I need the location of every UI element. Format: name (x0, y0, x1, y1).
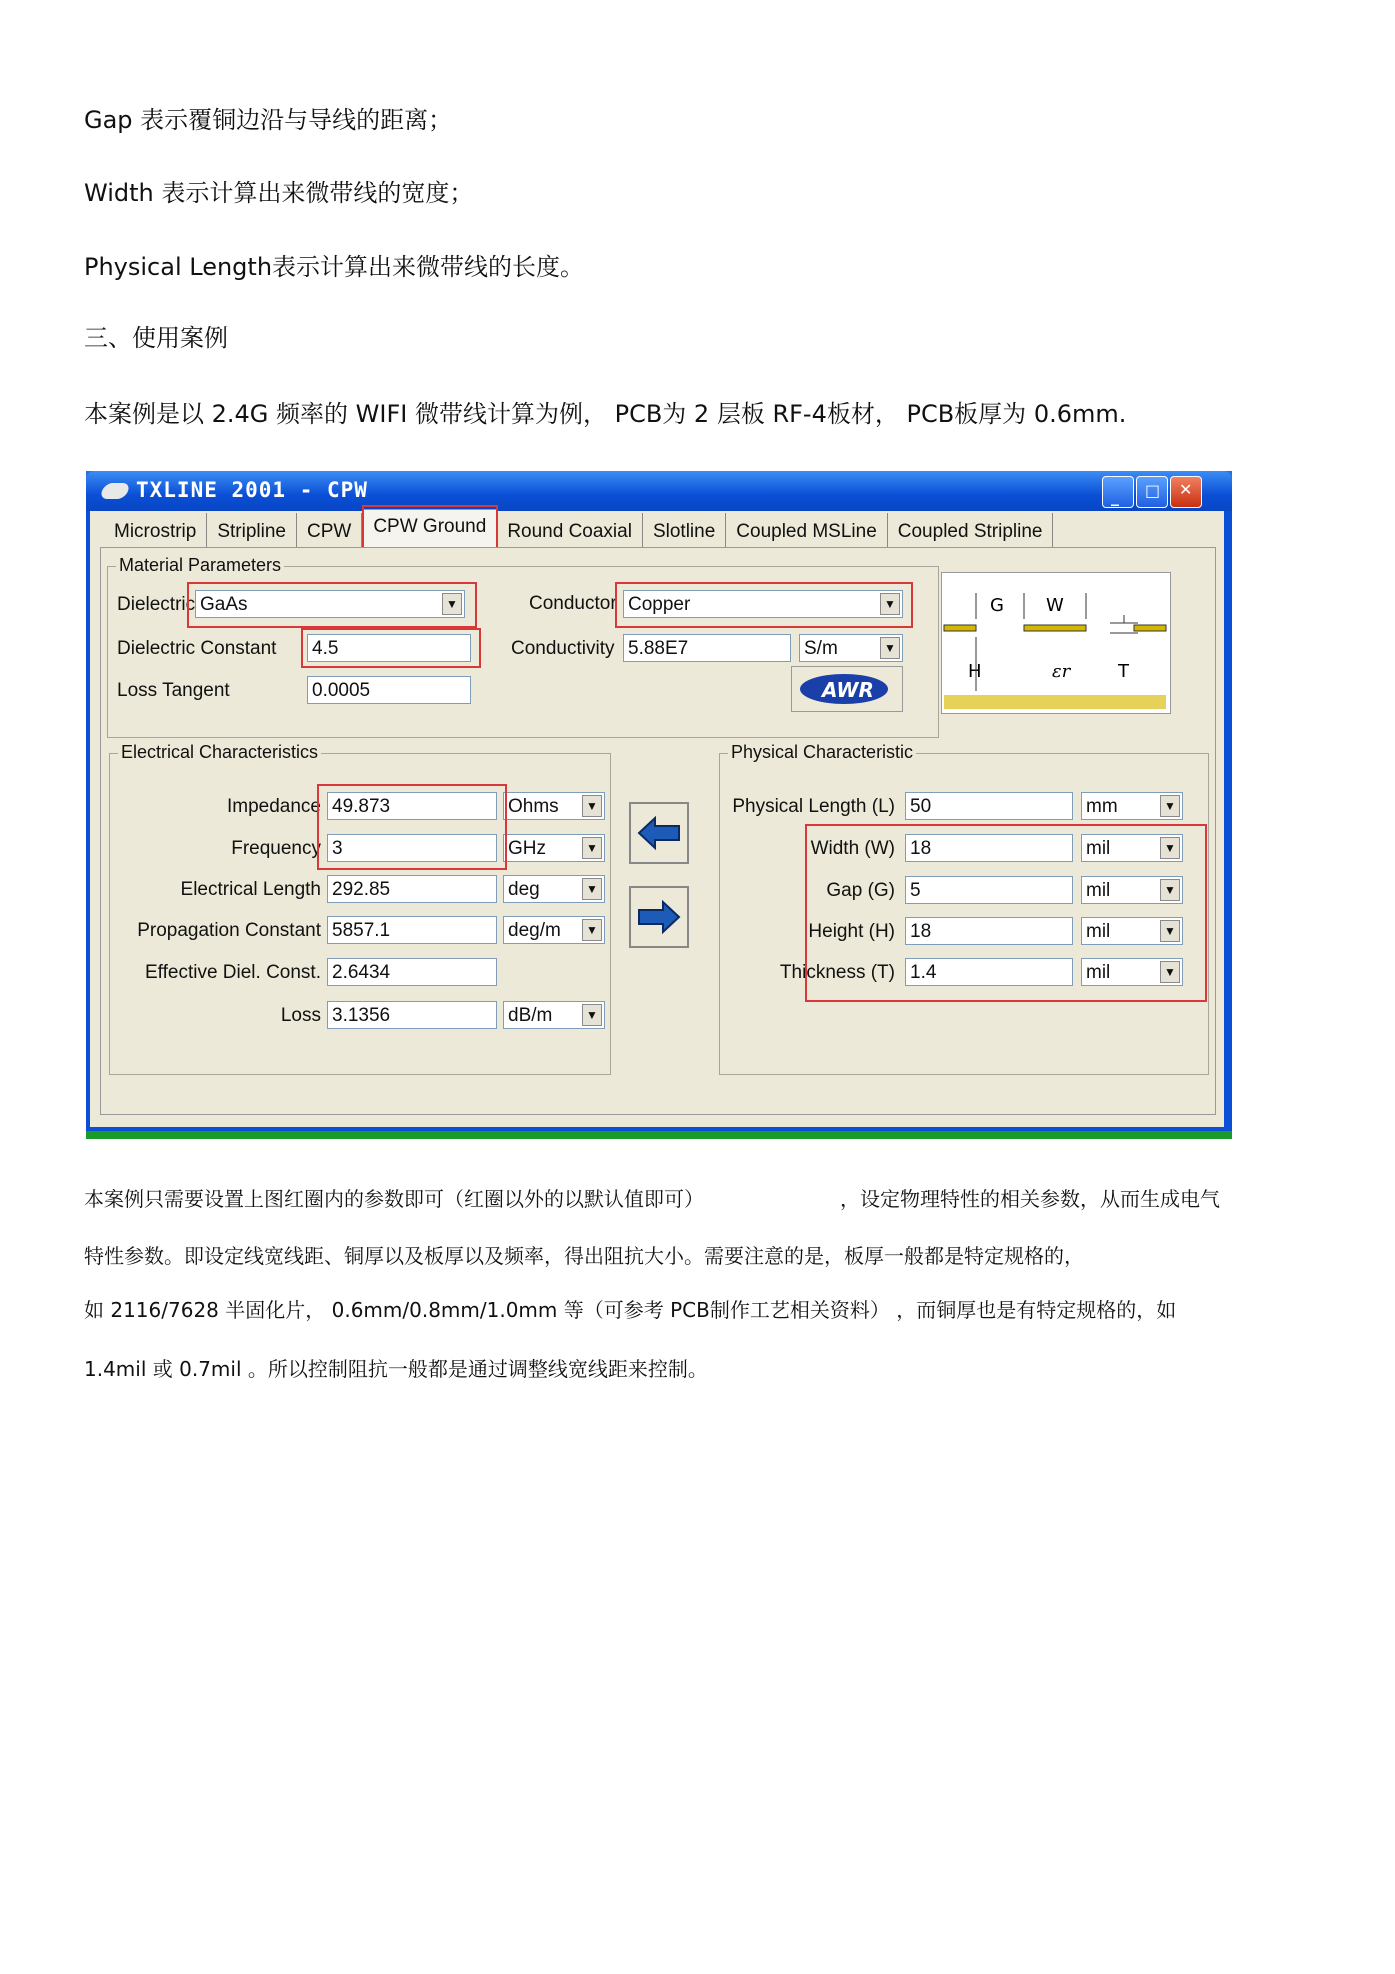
height-unit: mil (1086, 921, 1111, 942)
width-unit: mil (1086, 838, 1111, 859)
diagram-w: W (1046, 595, 1064, 616)
width-label: Width (W) (810, 838, 895, 859)
highlight-physical-params (805, 824, 1207, 1002)
gap-unit: mil (1086, 880, 1111, 901)
diagram-t: T (1118, 661, 1129, 682)
awr-logo[interactable] (791, 666, 903, 712)
tab-microstrip[interactable]: Microstrip (104, 513, 207, 547)
physical-length-label: Physical Length (L) (732, 796, 895, 817)
loss-tangent-input[interactable]: 0.0005 (307, 676, 471, 704)
awr-logo-text: AWR (822, 678, 874, 702)
cpw-ground-diagram (941, 572, 1171, 714)
diagram-er: εr (1052, 661, 1071, 682)
diagram-g: G (990, 595, 1004, 616)
conductivity-unit-select[interactable] (799, 634, 903, 662)
paragraph-width: Width 表示计算出来微带线的宽度； (84, 179, 474, 207)
tab-stripline[interactable]: Stripline (207, 513, 297, 547)
gap-label: Gap (G) (826, 880, 895, 901)
note-line-1a: 本案例只需要设置上图红圈内的参数即可（红圈以外的以默认值即可） (84, 1187, 704, 1211)
title-bar (86, 471, 1232, 511)
propagation-constant-label: Propagation Constant (137, 920, 321, 941)
loss-label: Loss (280, 1005, 321, 1026)
txline-window (86, 471, 1232, 1131)
impedance-label: Impedance (226, 796, 321, 817)
material-group-title: Material Parameters (116, 555, 284, 576)
propagation-constant-input[interactable]: 5857.1 (327, 916, 497, 944)
chevron-down-icon[interactable]: ▼ (1160, 795, 1180, 817)
chevron-down-icon[interactable]: ▼ (582, 795, 602, 817)
highlight-tab (362, 505, 498, 553)
electrical-length-input[interactable]: 292.85 (327, 875, 497, 903)
loss-unit: dB/m (508, 1005, 553, 1026)
client-area (90, 511, 1224, 1127)
impedance-unit-select[interactable] (503, 792, 605, 820)
tab-panel (100, 547, 1216, 1115)
height-label: Height (H) (808, 921, 895, 942)
arrow-left-icon (631, 804, 687, 862)
chevron-down-icon[interactable]: ▼ (1160, 837, 1180, 859)
physical-length-unit: mm (1086, 796, 1118, 817)
chevron-down-icon[interactable]: ▼ (1160, 920, 1180, 942)
conductor-label: Conductor (529, 593, 617, 614)
height-input[interactable]: 18 (905, 917, 1073, 945)
minimize-button[interactable]: _ (1102, 476, 1134, 508)
frequency-unit: GHz (508, 838, 546, 859)
frequency-unit-select[interactable] (503, 834, 605, 862)
tab-cpw-ground[interactable]: CPW Ground (362, 509, 497, 550)
effective-diel-const-input[interactable]: 2.6434 (327, 958, 497, 986)
highlight-dielectric (187, 582, 477, 628)
highlight-impedance-frequency (317, 784, 507, 870)
impedance-unit: Ohms (508, 796, 559, 817)
tab-round-coaxial[interactable]: Round Coaxial (497, 513, 643, 547)
physical-group-title: Physical Characteristic (728, 742, 916, 763)
loss-input[interactable]: 3.1356 (327, 1001, 497, 1029)
txline-screenshot (86, 471, 1232, 1139)
note-line-1b: ，设定物理特性的相关参数，从而生成电气 (840, 1187, 1220, 1211)
paragraph-gap: Gap 表示覆铜边沿与导线的距离； (84, 106, 453, 134)
tab-cpw[interactable]: CPW (297, 513, 362, 547)
chevron-down-icon[interactable]: ▼ (442, 593, 462, 615)
thickness-unit: mil (1086, 962, 1111, 983)
chevron-down-icon[interactable]: ▼ (1160, 961, 1180, 983)
propagation-constant-unit-select[interactable] (503, 916, 605, 944)
chevron-down-icon[interactable]: ▼ (582, 919, 602, 941)
close-button[interactable]: ✕ (1170, 476, 1202, 508)
tab-coupled-stripline[interactable]: Coupled Stripline (888, 513, 1054, 547)
diagram-h: H (968, 661, 982, 682)
width-input[interactable]: 18 (905, 834, 1073, 862)
loss-unit-select[interactable] (503, 1001, 605, 1029)
propagation-constant-unit: deg/m (508, 920, 561, 941)
synthesize-left-button[interactable] (629, 802, 689, 864)
impedance-input[interactable]: 49.873 (327, 792, 497, 820)
dielectric-label: Dielectric (117, 594, 196, 615)
dielectric-constant-input[interactable]: 4.5 (307, 634, 471, 662)
electrical-length-unit-select[interactable] (503, 875, 605, 903)
tab-strip (104, 513, 1053, 547)
chevron-down-icon[interactable]: ▼ (880, 637, 900, 659)
conductivity-input[interactable]: 5.88E7 (623, 634, 791, 662)
physical-length-unit-select[interactable] (1081, 792, 1183, 820)
chevron-down-icon[interactable]: ▼ (1160, 879, 1180, 901)
physical-length-input[interactable]: 50 (905, 792, 1073, 820)
chevron-down-icon[interactable]: ▼ (582, 878, 602, 900)
note-line-2: 特性参数。即设定线宽线距、铜厚以及板厚以及频率，得出阻抗大小。需要注意的是，板厚一般都是特定规格的， (84, 1244, 1084, 1268)
analyze-right-button[interactable] (629, 886, 689, 948)
paragraph-physical-length: Physical Length表示计算出来微带线的长度。 (84, 253, 585, 281)
paragraph-case: 本案例是以 2.4G 频率的 WIFI 微带线计算为例， PCB为 2 层板 RF-4板材， PCB板厚为 0.6mm. (84, 400, 1127, 428)
frequency-input[interactable]: 3 (327, 834, 497, 862)
thickness-input[interactable]: 1.4 (905, 958, 1073, 986)
highlight-dielectric-constant (301, 628, 481, 668)
arrow-right-icon (631, 888, 687, 946)
electrical-length-label: Electrical Length (180, 879, 321, 900)
highlight-conductor (615, 582, 913, 628)
electrical-group-title: Electrical Characteristics (118, 742, 321, 763)
chevron-down-icon[interactable]: ▼ (582, 837, 602, 859)
tab-coupled-msline[interactable]: Coupled MSLine (726, 513, 887, 547)
window-title: TXLINE 2001 - CPW (136, 478, 368, 502)
electrical-length-unit: deg (508, 879, 540, 900)
cross-section-diagram (942, 573, 1170, 713)
conductivity-label: Conductivity (511, 638, 615, 659)
conductivity-unit: S/m (804, 638, 838, 659)
awr-logo-icon (792, 667, 902, 711)
maximize-button[interactable]: □ (1136, 476, 1168, 508)
note-line-4: 1.4mil 或 0.7mil 。所以控制阻抗一般都是通过调整线宽线距来控制。 (84, 1357, 708, 1381)
chevron-down-icon[interactable]: ▼ (582, 1004, 602, 1026)
dielectric-value: GaAs (200, 594, 248, 615)
tab-slotline[interactable]: Slotline (643, 513, 726, 547)
effective-diel-const-label: Effective Diel. Const. (144, 962, 321, 983)
chevron-down-icon[interactable]: ▼ (880, 593, 900, 615)
dielectric-constant-label: Dielectric Constant (117, 638, 277, 659)
section-heading: 三、使用案例 (84, 324, 228, 352)
thickness-label: Thickness (T) (779, 962, 895, 983)
note-line-3: 如 2116/7628 半固化片， 0.6mm/0.8mm/1.0mm 等（可参考 PCB制作工艺相关资料） ，而铜厚也是有特定规格的，如 (84, 1298, 1177, 1322)
conductor-value: Copper (628, 594, 691, 615)
gap-input[interactable]: 5 (905, 876, 1073, 904)
loss-tangent-label: Loss Tangent (117, 680, 230, 701)
app-icon (99, 483, 131, 499)
frequency-label: Frequency (231, 838, 321, 859)
